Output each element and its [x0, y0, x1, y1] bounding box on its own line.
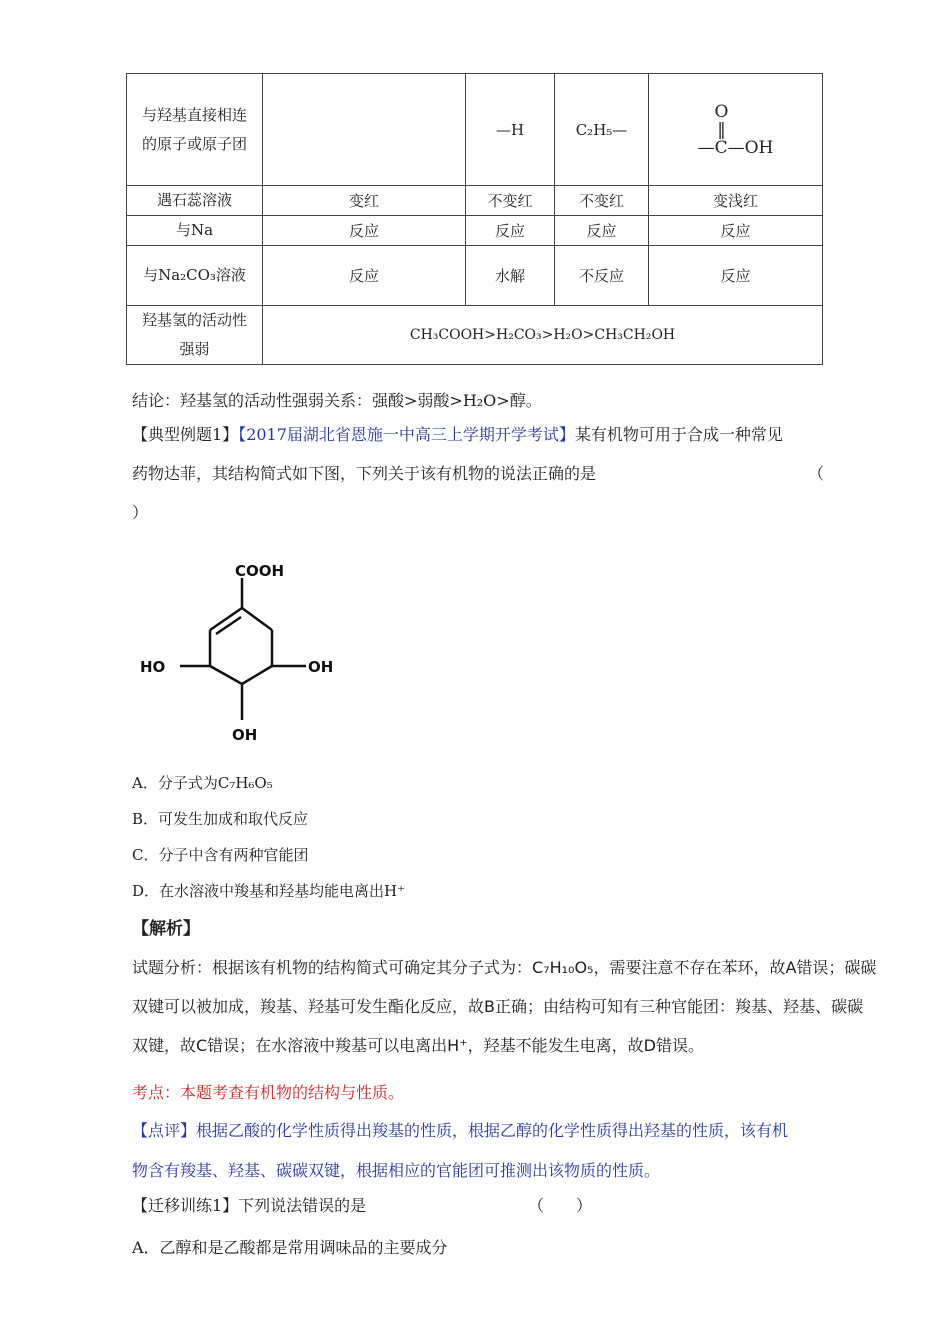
table-row	[127, 186, 823, 216]
table-cell: 反应	[555, 216, 649, 246]
analysis-line2: 双键可以被加成，羧基、羟基可发生酯化反应，故B正确；由结构可知有三种官能团：羧基、羟基、碳碳	[132, 997, 863, 1016]
table-cell	[263, 74, 466, 186]
row-header: 遇石蕊溶液	[127, 186, 263, 216]
table-cell: 变浅红	[649, 186, 823, 216]
cooh-label: COOH	[235, 562, 285, 580]
row-header: 与Na	[127, 216, 263, 246]
table-cell: 反应	[263, 216, 466, 246]
analysis-title: 【解析】	[132, 919, 200, 939]
transfer-question: 【迁移训练1】下列说法错误的是	[132, 1196, 367, 1215]
activity-order-cell: CH₃COOH>H₂CO₃>H₂O>CH₃CH₂OH	[263, 306, 823, 365]
table-row	[127, 246, 823, 306]
structure-diagram	[130, 550, 370, 750]
ho-left-label: HO	[140, 658, 166, 676]
table-cell: 不变红	[555, 186, 649, 216]
kaodian: 考点：本题考查有机物的结构与性质。	[132, 1083, 405, 1102]
carboxyl-structure-cell	[649, 74, 823, 186]
transfer-option-a: A．乙醇和是乙酸都是常用调味品的主要成分	[132, 1238, 448, 1257]
double-bond: ‖	[717, 119, 726, 140]
table-row	[127, 74, 823, 186]
dianping-line2: 物含有羧基、羟基、碳碳双键，根据相应的官能团可推测出该物质的性质。	[132, 1161, 661, 1180]
option-b: B．可发生加成和取代反应	[132, 810, 309, 828]
table-cell: C₂H₅—	[555, 74, 649, 186]
analysis-line3: 双键，故C错误；在水溶液中羧基可以电离出H⁺，羟基不能发生电离，故D错误。	[132, 1036, 704, 1055]
table-row	[127, 216, 823, 246]
ring-bond	[242, 666, 272, 684]
example-question-line2: 药物达菲，其结构简式如下图，下列关于该有机物的说法正确的是	[132, 464, 597, 483]
row-header: 与Na₂CO₃溶液	[127, 246, 263, 306]
ring-double-bond-inner	[216, 617, 241, 634]
answer-blank: （ ）	[528, 1196, 593, 1215]
table-cell: 不变红	[466, 186, 555, 216]
option-a: A．分子式为C₇H₆O₅	[132, 774, 273, 792]
table-cell: 反应	[263, 246, 466, 306]
table-cell: 反应	[649, 246, 823, 306]
paren-close: ）	[132, 503, 149, 522]
table-cell: 反应	[649, 216, 823, 246]
option-c: C．分子中含有两种官能团	[132, 846, 309, 864]
example-question-line1	[132, 422, 783, 445]
example-tag: 【典型例题1】	[132, 425, 239, 444]
example-source: 【2017届湖北省恩施一中高三上学期开学考试】	[238, 425, 575, 444]
table-cell: 变红	[263, 186, 466, 216]
conclusion: 结论：羟基氢的活动性强弱关系：强酸>弱酸>H₂O>醇。	[132, 391, 542, 410]
option-d: D．在水溶液中羧基和羟基均能电离出H⁺	[132, 882, 406, 900]
ring-bond	[210, 666, 242, 684]
table-cell: 水解	[466, 246, 555, 306]
paren-open: （	[808, 464, 825, 483]
analysis-line1: 试题分析：根据该有机物的结构简式可确定其分子式为：C₇H₁₀O₅，需要注意不存在苯环，故A错误；碳碳	[132, 958, 877, 977]
carbonyl-oxygen: O	[714, 101, 729, 122]
table-cell: 反应	[466, 216, 555, 246]
comparison-table	[126, 73, 823, 365]
table-row	[127, 306, 823, 365]
carboxyl-chain: —C—OH	[697, 137, 774, 158]
example-text: 某有机物可用于合成一种常见	[574, 425, 783, 444]
ring-bond	[242, 608, 272, 630]
table-cell: —H	[466, 74, 555, 186]
table-cell: 不反应	[555, 246, 649, 306]
dianping-line1: 【点评】根据乙酸的化学性质得出羧基的性质，根据乙醇的化学性质得出羟基的性质，该有机	[132, 1121, 789, 1140]
oh-right-label: OH	[308, 658, 334, 676]
row-header: 与羟基直接相连的原子或原子团	[127, 74, 263, 186]
row-header: 羟基氢的活动性强弱	[127, 306, 263, 365]
oh-bottom-label: OH	[232, 726, 258, 744]
